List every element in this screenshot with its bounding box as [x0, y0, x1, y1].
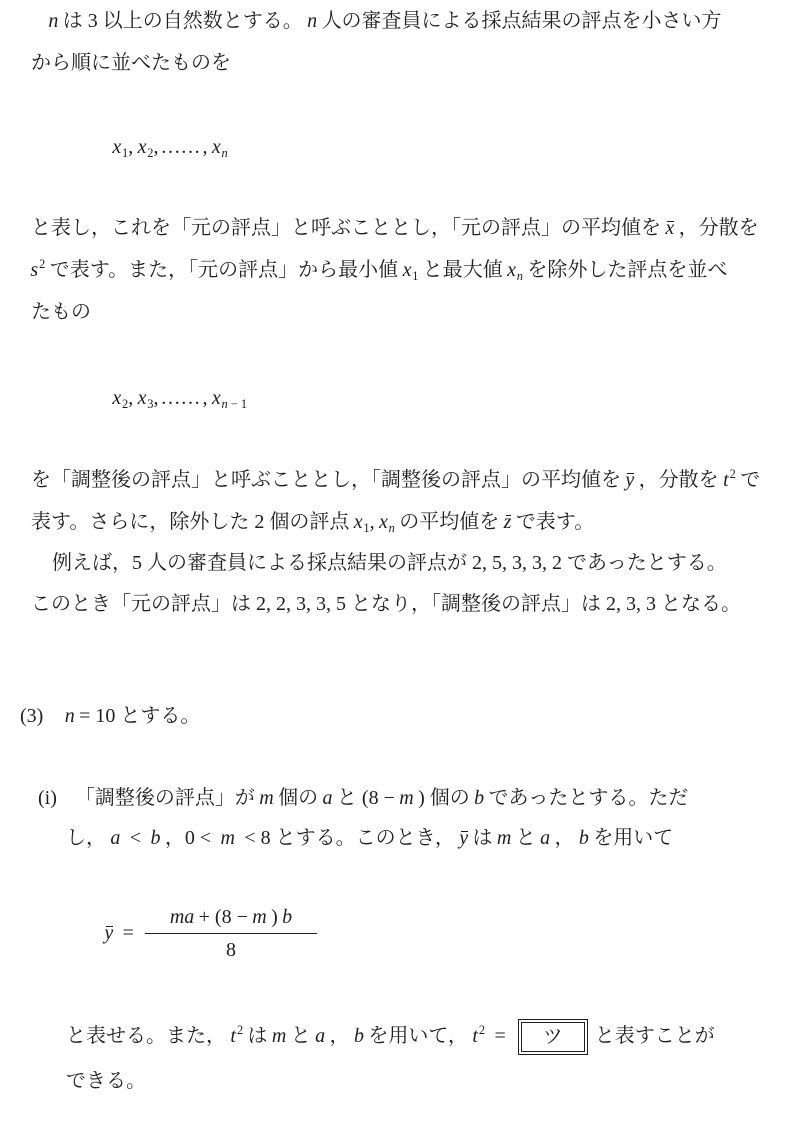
- answer-box-tsu: [518, 1019, 588, 1055]
- variable-x: x: [211, 136, 221, 158]
- text-run: で: [740, 469, 761, 491]
- variable-t: t: [230, 1025, 236, 1047]
- intro-line-6: [31, 459, 760, 501]
- text-run: ，0: [164, 827, 195, 849]
- subscript: 1: [122, 145, 129, 160]
- text-run: 例えば，5 人の審査員による採点結果の評点が 2, 5, 3, 3, 2 であったとする。: [52, 552, 727, 574]
- intro-line-1: [44, 0, 722, 42]
- variable-b: b: [282, 906, 293, 928]
- text-run: で表す。また，「元の評点」から最小値: [49, 259, 399, 281]
- text-run: できる。: [66, 1070, 146, 1092]
- ellipsis: ……: [160, 136, 201, 158]
- variable-m: m: [220, 827, 235, 849]
- variable-x: x: [112, 387, 122, 409]
- superscript: 2: [236, 1023, 244, 1038]
- intro-line-2: [31, 42, 231, 84]
- variable-b: b: [474, 787, 485, 809]
- term-xn-minus-1: [212, 387, 247, 409]
- term-xn: [379, 511, 395, 533]
- text-run: を「調整後の評点」と呼ぶこととし，「調整後の評点」の平均値を: [31, 469, 621, 491]
- subscript: n: [516, 268, 523, 283]
- example-line-1: [52, 542, 727, 584]
- comma: ,: [128, 136, 134, 158]
- subscript: 2: [122, 396, 129, 411]
- term-x3: [138, 387, 154, 409]
- text-run: 8 とする。このとき，: [260, 827, 455, 849]
- mean-y-bar: y: [625, 469, 635, 491]
- fraction-numerator: [145, 899, 317, 933]
- mean-formula-fraction: [145, 899, 317, 964]
- variance-s-squared: [30, 259, 45, 281]
- text-run: ) 個の: [418, 787, 470, 809]
- text-run: は: [472, 827, 493, 849]
- variable-a: a: [110, 827, 121, 849]
- variable-m: m: [259, 787, 274, 809]
- term-xn: [507, 259, 523, 281]
- operator-less-than: <: [244, 827, 256, 849]
- intro-line-7: [31, 501, 594, 543]
- text-run: たもの: [31, 301, 91, 323]
- text-run: と最大値: [422, 259, 503, 281]
- text-run: であったとする。ただ: [488, 787, 689, 809]
- variable-x: x: [137, 136, 147, 158]
- text-run: と表せる。また，: [66, 1025, 226, 1047]
- text-run: と表すことが: [594, 1025, 715, 1047]
- answer-box-label: ツ: [521, 1022, 585, 1052]
- adjusted-scores-sequence: [108, 377, 251, 419]
- comma: ,: [128, 387, 134, 409]
- text-run: ，分散を: [678, 217, 759, 239]
- text-run: と (8 −: [336, 787, 395, 809]
- example-line-2: [31, 583, 741, 625]
- intro-line-5: [31, 291, 91, 333]
- text-run: + (8 −: [198, 906, 248, 928]
- variable-s: s: [30, 259, 39, 281]
- term-x2: [138, 136, 154, 158]
- text-run: 「調整後の評点」が: [74, 787, 255, 809]
- subscript: 2: [147, 145, 154, 160]
- comma: ,: [369, 511, 375, 533]
- mean-y-bar: y: [104, 922, 114, 944]
- variable-t: t: [723, 469, 729, 491]
- subscript: 1: [412, 268, 419, 283]
- superscript: 2: [39, 257, 46, 272]
- variance-t-squared: [472, 1025, 485, 1047]
- item-i-line-2: [66, 817, 673, 859]
- subscript: n: [221, 145, 228, 160]
- term-xn: [212, 136, 228, 158]
- variable-a: a: [322, 787, 333, 809]
- variable-n: n: [64, 705, 75, 727]
- text-run: ): [271, 906, 278, 928]
- text-run: = 10 とする。: [79, 705, 201, 727]
- comma: ,: [202, 387, 208, 409]
- variable-n: n: [307, 10, 318, 32]
- mean-x-bar: x: [665, 217, 675, 239]
- text-run: 人の審査員による採点結果の評点を小さい方: [321, 10, 722, 32]
- text-run: ，: [329, 1025, 350, 1047]
- text-run: し，: [66, 827, 106, 849]
- part-3-heading: [20, 695, 200, 737]
- variable-x: x: [402, 259, 412, 281]
- item-i-line-3: [66, 1015, 715, 1057]
- variable-n: n: [48, 10, 59, 32]
- text-run: ，分散を: [638, 469, 719, 491]
- variance-t-squared: [230, 1025, 243, 1047]
- text-run: で表す。: [515, 511, 595, 533]
- text-run: を用いて，: [368, 1025, 468, 1047]
- operator-less-than: <: [129, 827, 142, 849]
- subscript: n: [221, 396, 228, 411]
- equals-sign: =: [494, 1025, 506, 1047]
- original-scores-sequence: [108, 126, 232, 168]
- subscript: 3: [147, 396, 154, 411]
- text-run: の平均値を: [399, 511, 500, 533]
- text-run: このとき「元の評点」は 2, 2, 3, 3, 5 となり，「調整後の評点」は 2, 3, 3 となる。: [31, 593, 741, 615]
- variable-x: x: [507, 259, 517, 281]
- variable-x: x: [379, 511, 388, 533]
- variable-x: x: [353, 511, 363, 533]
- term-x1: [354, 511, 370, 533]
- superscript: 2: [478, 1023, 486, 1038]
- text-run: と: [515, 827, 536, 849]
- term-x2: [112, 387, 128, 409]
- comma: ,: [202, 136, 208, 158]
- text-run: 表す。さらに，除外した 2 個の評点: [31, 511, 350, 533]
- mean-formula-lhs: [100, 912, 139, 954]
- subscript: − 1: [230, 396, 248, 411]
- comma: ,: [153, 387, 159, 409]
- term-x1: [112, 136, 128, 158]
- text-run: ，: [554, 827, 575, 849]
- variable-x: x: [211, 387, 221, 409]
- variable-t: t: [472, 1025, 478, 1047]
- fraction-denominator: [145, 934, 317, 964]
- item-i-line-4: [66, 1060, 146, 1102]
- variance-t-squared: [723, 469, 736, 491]
- text-run: は: [247, 1025, 268, 1047]
- mean-z-bar: z: [503, 511, 512, 533]
- text-run: は 3 以上の自然数とする。: [62, 10, 303, 32]
- equals-sign: =: [122, 922, 134, 944]
- text-run: を除外した評点を並べ: [527, 259, 728, 281]
- text-run: から順に並べたものを: [31, 52, 231, 74]
- text-run: 個の: [278, 787, 319, 809]
- superscript: 2: [729, 467, 736, 482]
- variable-b: b: [150, 827, 161, 849]
- variable-b: b: [578, 827, 589, 849]
- variable-m: m: [496, 827, 512, 849]
- comma: ,: [153, 136, 159, 158]
- mean-y-bar: y: [459, 827, 469, 849]
- text-run: と: [290, 1025, 311, 1047]
- item-i-line-1: [38, 777, 688, 819]
- variable-x: x: [137, 387, 147, 409]
- denominator-value: 8: [226, 939, 236, 961]
- intro-line-3: [31, 207, 759, 249]
- text-run: を用いて: [593, 827, 674, 849]
- term-ma: ma: [169, 906, 195, 928]
- subscript: n: [388, 520, 395, 535]
- variable-x: x: [112, 136, 122, 158]
- variable-a: a: [540, 827, 551, 849]
- part-label: (3): [20, 705, 44, 727]
- variable-b: b: [353, 1025, 364, 1047]
- operator-less-than: <: [199, 827, 212, 849]
- variable-m: m: [252, 906, 267, 928]
- subscript: 1: [363, 520, 370, 535]
- term-x1: [403, 259, 419, 281]
- intro-line-4: [26, 249, 727, 291]
- ellipsis: ……: [160, 387, 201, 409]
- variable-m: m: [399, 787, 414, 809]
- variable-m: m: [271, 1025, 287, 1047]
- variable-a: a: [315, 1025, 326, 1047]
- text-run: と表し，これを「元の評点」と呼ぶこととし，「元の評点」の平均値を: [31, 217, 661, 239]
- item-label: (i): [38, 787, 57, 809]
